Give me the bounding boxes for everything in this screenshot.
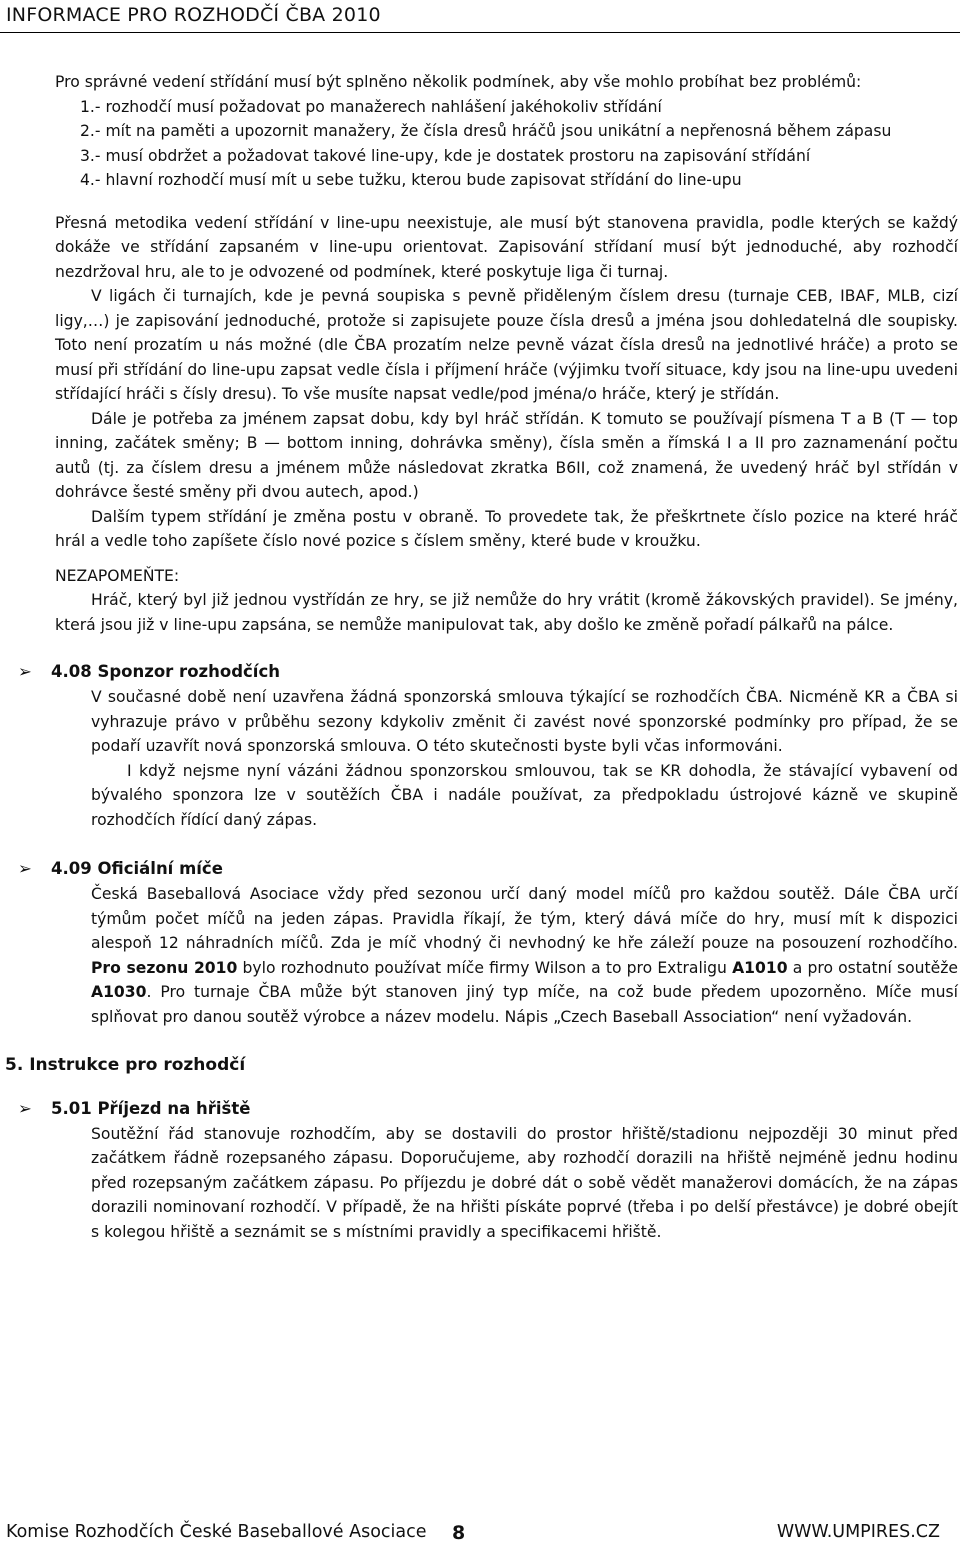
footer-organization: Komise Rozhodčích České Baseballové Asociace <box>6 1522 427 1542</box>
section-4-08 <box>18 659 958 832</box>
paragraph: Dále je potřeba za jménem zapsat dobu, kdy byl hráč střídán. K tomuto se používají písmena T a B (T — top inning, začátek směny; B — bottom inning, dohrávka směny), čísla směn a římská I a II pro zaznamenání počtu autů (tj. za číslem dresu a jménem může následovat zkratka B6II, což znamená, že uvedený hráč byl střídán v dohrávce šesté směny při dvou autech, apod.) <box>55 409 958 501</box>
page-header <box>0 0 960 33</box>
intro-text: Pro správné vedení střídání musí být splněno několik podmínek, aby vše mohlo probíhat bez problémů: <box>55 73 862 91</box>
section-heading <box>18 659 958 685</box>
paragraph: Česká Baseballová Asociace vždy před sezonou určí daný model míčů pro každou soutěž. Dále ČBA určí týmům počet míčů na jeden zápas. Pravidla říkají, že tým, který dává míče do hry, musí mít k dispozici alespoň 12 náhradních míčů. Zda je míč vhodný či nevhodný ke hře záleží pouze na posouzení rozhodčího. Pro sezonu 2010 bylo rozhodnuto používat míče firmy Wilson a to pro Extraligu A1010 a pro ostatní soutěže A1030. Pro turnaje ČBA může být stanoven jiný typ míče, na což bude předem upozorněno. Míče musí splňovat pro danou soutěž výrobce a název modelu. Nápis „Czech Baseball Association“ není vyžadován. <box>91 885 959 1026</box>
section-5-01 <box>18 1096 958 1245</box>
paragraph: I když nejsme nyní vázáni žádnou sponzorskou smlouvou, tak se KR dohodla, že stávající vybavení od bývalého sponzora lze v soutěžích ČBA i nadále používat, za předpokladu ústrojové kázně ve skupině rozhodčích řídící daný zápas. <box>91 761 958 829</box>
page-footer <box>0 1522 960 1546</box>
note-label: NEZAPOMEŇTE: <box>55 566 180 585</box>
arrow-bullet-icon: ➢ <box>18 662 32 681</box>
arrow-bullet-icon: ➢ <box>18 859 32 878</box>
header-title: INFORMACE PRO ROZHODČÍ ČBA 2010 <box>6 4 381 26</box>
list-item: 2.- mít na paměti a upozornit manažery, že čísla dresů hráčů jsou unikátní a nepřenosná během zápasu <box>80 122 892 140</box>
page-number: 8 <box>452 1522 466 1544</box>
footer-website: WWW.UMPIRES.CZ <box>776 1522 940 1542</box>
section-4-09 <box>18 856 959 1029</box>
section-heading <box>18 856 958 882</box>
paragraph: V ligách či turnajích, kde je pevná soupiska s pevně přiděleným číslem dresu (turnaje CEB, IBAF, MLB, cizí ligy,…) je zapisování jednoduché, protože si zapisujete pouze čísla dresů a jména jsou dohledatelná dle soupisky. Toto není prozatím u nás možné (dle ČBA prozatím nelze pevně vázat čísla dresů na jednotlivé hráče) a proto se musí při střídání do line-upu zapsat vedle čísla i příjmení hráče (výjimku tvoří situace, kdy jsou na line-upu uvedeni střídající hráči s čísly dresu). To vše musíte napsat vedle/pod jména/o hráče, který je střídán. <box>55 287 958 403</box>
conditions-list <box>55 95 958 193</box>
chapter-heading: 5. Instrukce pro rozhodčí <box>5 1055 246 1075</box>
section-heading <box>18 1096 958 1122</box>
paragraph: V současné době není uzavřena žádná sponzorská smlouva týkající se rozhodčích ČBA. Nicméně KR a ČBA si vyhrazuje právo v průběhu sezony kdykoliv změnit či zavést nové sponzorské podmínky pro případ, že se podaří uzavřít nová sponzorská smlouva. O této skutečnosti byste byli včas informováni. <box>91 688 958 755</box>
document-body <box>5 70 959 1244</box>
paragraph: Dalším typem střídání je změna postu v obraně. To provedete tak, že přeškrtnete číslo pozice na které hráč hrál a vedle toho zapíšete číslo nové pozice s číslem směny, které bude v kroužku. <box>55 507 958 550</box>
section-title: 4.09 Oficiální míče <box>51 859 223 878</box>
list-item: 3.- musí obdržet a požadovat takové line-upy, kde je dostatek prostoru na zapisování střídání <box>80 146 811 165</box>
paragraph: Hráč, který byl již jednou vystřídán ze hry, se již nemůže do hry vrátit (kromě žákovských pravidel). Se jmény, která jsou již v line-upu zapsána, se nemůže manipulovat tak, aby došlo ke změně pořadí pálkařů na pálce. <box>55 591 958 634</box>
list-item: 1.- rozhodčí musí požadovat po manažerech nahlášení jakéhokoliv střídání <box>80 97 662 116</box>
list-item: 4.- hlavní rozhodčí musí mít u sebe tužku, kterou bude zapisovat střídání do line-upu <box>80 171 742 189</box>
section-title: 5.01 Příjezd na hřiště <box>51 1098 251 1118</box>
arrow-bullet-icon: ➢ <box>18 1098 32 1118</box>
paragraph: Přesná metodika vedení střídání v line-upu neexistuje, ale musí být stanovena pravidla, podle kterých se každý dokáže ve střídání zapsaném v line-upu orientovat. Zapisování střídaní musí být jednoduché, aby rozhodčí nezdržoval hru, ale to je odvozené od podmínek, které poskytuje liga či turnaj. <box>55 213 958 281</box>
paragraph: Soutěžní řád stanovuje rozhodčím, aby se dostavili do prostor hřiště/stadionu nejpozději 30 minut před začátkem řádně rozepsaného zápasu. Doporučujeme, aby rozhodčí dorazili na hřiště nejméně jednu hodinu před rozepsaným začátkem zápasu. Po příjezdu je dobré dát o sobě vědět manažerovi domácích, že na zápas dorazili nominovaní rozhodčí. V případě, že na hřišti pískáte poprvé (třeba i po delší přestávce) je dobré obejít s kolegou hřiště a seznámit se s místními pravidly a specifikacemi hřiště. <box>91 1124 958 1241</box>
section-title: 4.08 Sponzor rozhodčích <box>51 662 280 681</box>
